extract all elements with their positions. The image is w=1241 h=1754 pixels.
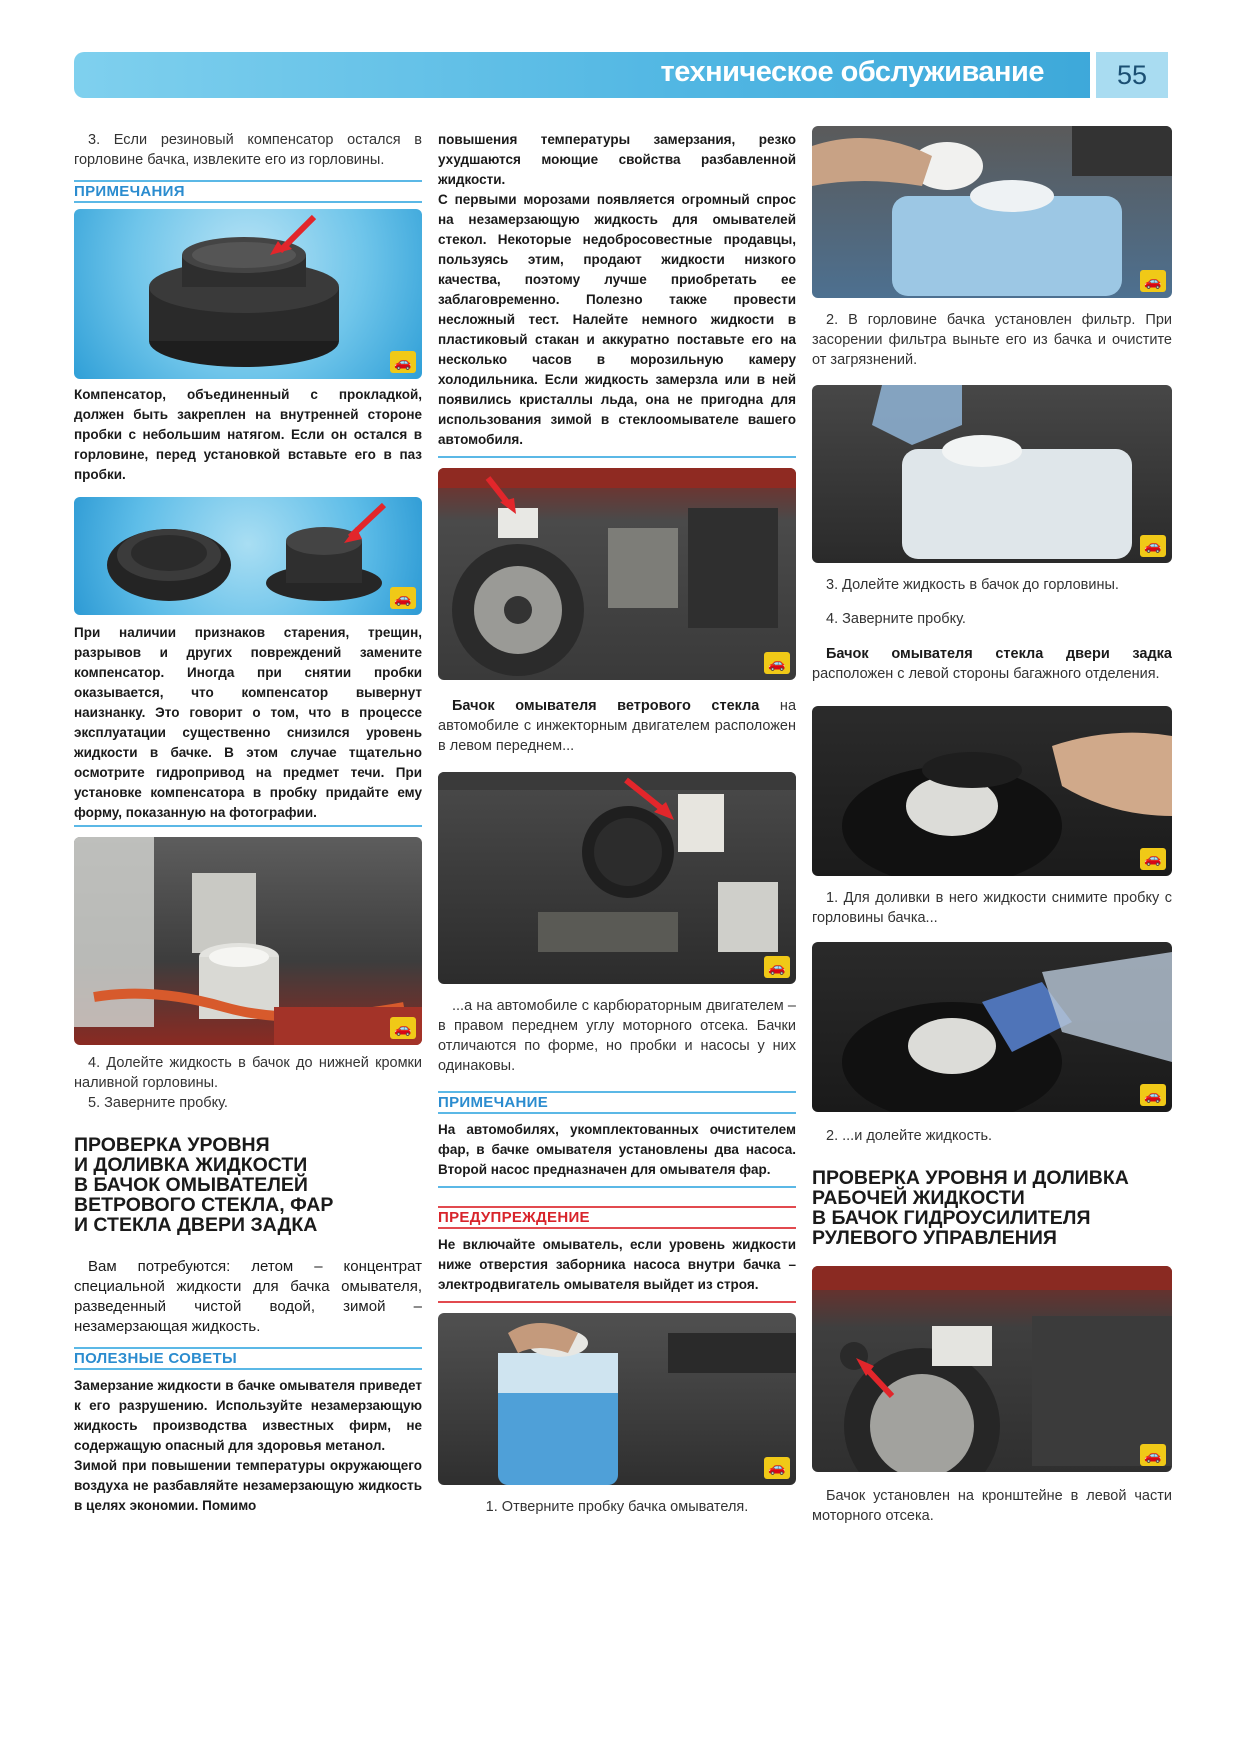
rear-step-1: 1. Для доливки в него жидкости снимите пробку с горловины бачка... — [812, 889, 1172, 926]
section-title-line: И СТЕКЛА ДВЕРИ ЗАДКА — [74, 1214, 318, 1236]
section-title-line: И ДОЛИВКА ЖИДКОСТИ — [74, 1154, 308, 1176]
car-lift-icon: 🚗 — [1140, 270, 1166, 292]
photo-power-steering-reservoir — [812, 1266, 1172, 1472]
divider — [438, 1186, 796, 1188]
section-title-line: В БАЧОК ОМЫВАТЕЛЕЙ — [74, 1174, 308, 1196]
photo-open-washer-cap — [438, 1313, 796, 1485]
caption-injector-bold: Бачок омывателя ветрового стекла — [452, 698, 760, 714]
section-title-line: В БАЧОК ГИДРОУСИЛИТЕЛЯ — [812, 1207, 1091, 1229]
power-steering-caption: Бачок установлен на кронштейне в левой части моторного отсека. — [812, 1488, 1172, 1524]
caption-injector-rest: на автомобиле с инжекторным двигателем расположен в левом переднем... — [438, 698, 797, 754]
section-title-washer — [74, 1135, 422, 1235]
notes-heading: ПРИМЕЧАНИЯ — [74, 180, 422, 203]
note-heading: ПРИМЕЧАНИЕ — [438, 1091, 796, 1114]
car-lift-icon: 🚗 — [390, 587, 416, 609]
page-number: 55 — [1090, 52, 1168, 98]
section-title-line: ПРОВЕРКА УРОВНЯ — [74, 1134, 270, 1156]
column-middle — [438, 130, 796, 1531]
tip-winter-text: Зимой при повышении температуры окружающего воздуха не разбавляйте незамерзающую жидкость в целях экономии. Помимо — [74, 1458, 422, 1513]
tips-heading: ПОЛЕЗНЫЕ СОВЕТЫ — [74, 1347, 422, 1370]
rear-washer-bold: Бачок омывателя стекла двери задка — [826, 645, 1172, 662]
section-title-power-steering — [812, 1168, 1172, 1248]
divider — [74, 825, 422, 827]
step-2-filter: 2. В горловине бачка установлен фильтр. При засорении фильтра выньте его из бачка и очистите от загрязнений. — [812, 312, 1172, 368]
step-4-text: 4. Долейте жидкость в бачок до нижней кромки наливной горловины. — [74, 1055, 422, 1091]
rear-washer-rest: расположен с левой стороны багажного отделения. — [812, 665, 1160, 682]
photo-cap-compensator — [74, 209, 422, 379]
note-headlight-washer-text: На автомобилях, укомплектованных очистителем фар, в бачке омывателя установлены два насоса. Второй насос предназначен для омывателя фар. — [438, 1121, 796, 1177]
photo-engine-carburetor — [438, 772, 796, 984]
page-header-title: техническое обслуживание — [660, 56, 1044, 88]
note-compensator-text: Компенсатор, объединенный с прокладкой, должен быть закреплен на внутренней стороне пробки с небольшим натягом. Если он остался в горловине, перед установкой вставьте его в паз пробки. — [74, 387, 422, 482]
needs-text: Вам потребуются: летом – концентрат специальной жидкости для бачка омывателя, разведенный чистой водой, зимой – незамерзающая жидкость. — [74, 1258, 422, 1335]
photo-engine-injector — [438, 468, 796, 680]
step-3-text: 3. Если резиновый компенсатор остался в горловине бачка, извлеките его из горловины. — [74, 132, 422, 168]
warning-heading: ПРЕДУПРЕЖДЕНИЕ — [438, 1206, 796, 1229]
section-title-line: ПРОВЕРКА УРОВНЯ И ДОЛИВКА — [812, 1167, 1129, 1189]
page-header-bar — [74, 52, 1162, 98]
car-lift-icon: 🚗 — [764, 956, 790, 978]
rear-washer-text — [812, 644, 1172, 684]
car-lift-icon: 🚗 — [390, 1017, 416, 1039]
section-title-line: ВЕТРОВОГО СТЕКЛА, ФАР — [74, 1194, 334, 1216]
caption-carburetor: ...а на автомобиле с карбюраторным двигателем – в правом переднем углу моторного отсека. Бачки отличаются по форме, но пробки и насосы у них одинаковы. — [438, 998, 796, 1074]
step-3-fill: 3. Долейте жидкость в бачок до горловины. — [826, 576, 1119, 593]
divider — [438, 1301, 796, 1303]
photo-clutch-reservoir — [74, 837, 422, 1045]
car-lift-icon: 🚗 — [1140, 535, 1166, 557]
section-title-line: РУЛЕВОГО УПРАВЛЕНИЯ — [812, 1227, 1057, 1249]
note-replace-compensator-text: При наличии признаков старения, трещин, разрывов и других повреждений замените компенсатор. Иногда при снятии пробки оказывается, что компенсатор вывернут наизнанку. Это говорит о том, что в процессе эксплуатации существенно снизился уровень жидкости в бачке. В этом случае тщательно осмотрите гидропривод на предмет течи. При установке компенсатора в пробку придайте ему форму, показанную на фотографии. — [74, 625, 422, 820]
car-lift-icon: 🚗 — [390, 351, 416, 373]
warning-text: Не включайте омыватель, если уровень жидкости ниже отверстия заборника насоса внутри бачка – электродвигатель омывателя выйдет из строя. — [438, 1236, 796, 1292]
car-lift-icon: 🚗 — [1140, 848, 1166, 870]
photo-filling-reservoir — [812, 385, 1172, 563]
step-4-close: 4. Заверните пробку. — [826, 611, 966, 627]
column-right — [812, 126, 1172, 1541]
step-5-text: 5. Заверните пробку. — [88, 1095, 228, 1111]
caption-injector — [438, 696, 796, 756]
column-left — [74, 130, 422, 1516]
tip-freezing-text: Замерзание жидкости в бачке омывателя приведет к его разрушению. Используйте незамерзающую жидкость производства известных фирм, не содержащую опасный для здоровья метанол. — [74, 1378, 422, 1453]
tip-continued-text: повышения температуры замерзания, резко ухудшаются моющие свойства разбавленной жидкости. — [438, 132, 796, 187]
car-lift-icon: 🚗 — [1140, 1444, 1166, 1466]
step-1-open-cap: 1. Отверните пробку бачка омывателя. — [485, 1498, 749, 1515]
car-lift-icon: 🚗 — [1140, 1084, 1166, 1106]
photo-two-caps — [74, 497, 422, 615]
photo-washer-filter — [812, 126, 1172, 298]
tip-test-text: С первыми морозами появляется огромный спрос на незамерзающую жидкость для омывателей стекол. Некоторые недобросовестные продавцы, пользуясь этим, продают жидкости низкого качества, поэтому лучше приобретать ее заблаговременно. Полезно также провести несложный тест. Налейте немного жидкости в пластиковый стакан и аккуратно поставьте его на несколько часов в морозильную камеру холодильника. Если жидкость замерзла или в ней появились кристаллы льда, она не пригодна для использования зимой в стеклоомывателе вашего автомобиля. — [438, 192, 796, 447]
section-title-line: РАБОЧЕЙ ЖИДКОСТИ — [812, 1187, 1025, 1209]
car-lift-icon: 🚗 — [764, 652, 790, 674]
photo-rear-filling — [812, 942, 1172, 1112]
rear-step-2: 2. ...и долейте жидкость. — [826, 1128, 993, 1144]
car-lift-icon: 🚗 — [764, 1457, 790, 1479]
divider — [438, 456, 796, 458]
photo-rear-cap-removal — [812, 706, 1172, 876]
